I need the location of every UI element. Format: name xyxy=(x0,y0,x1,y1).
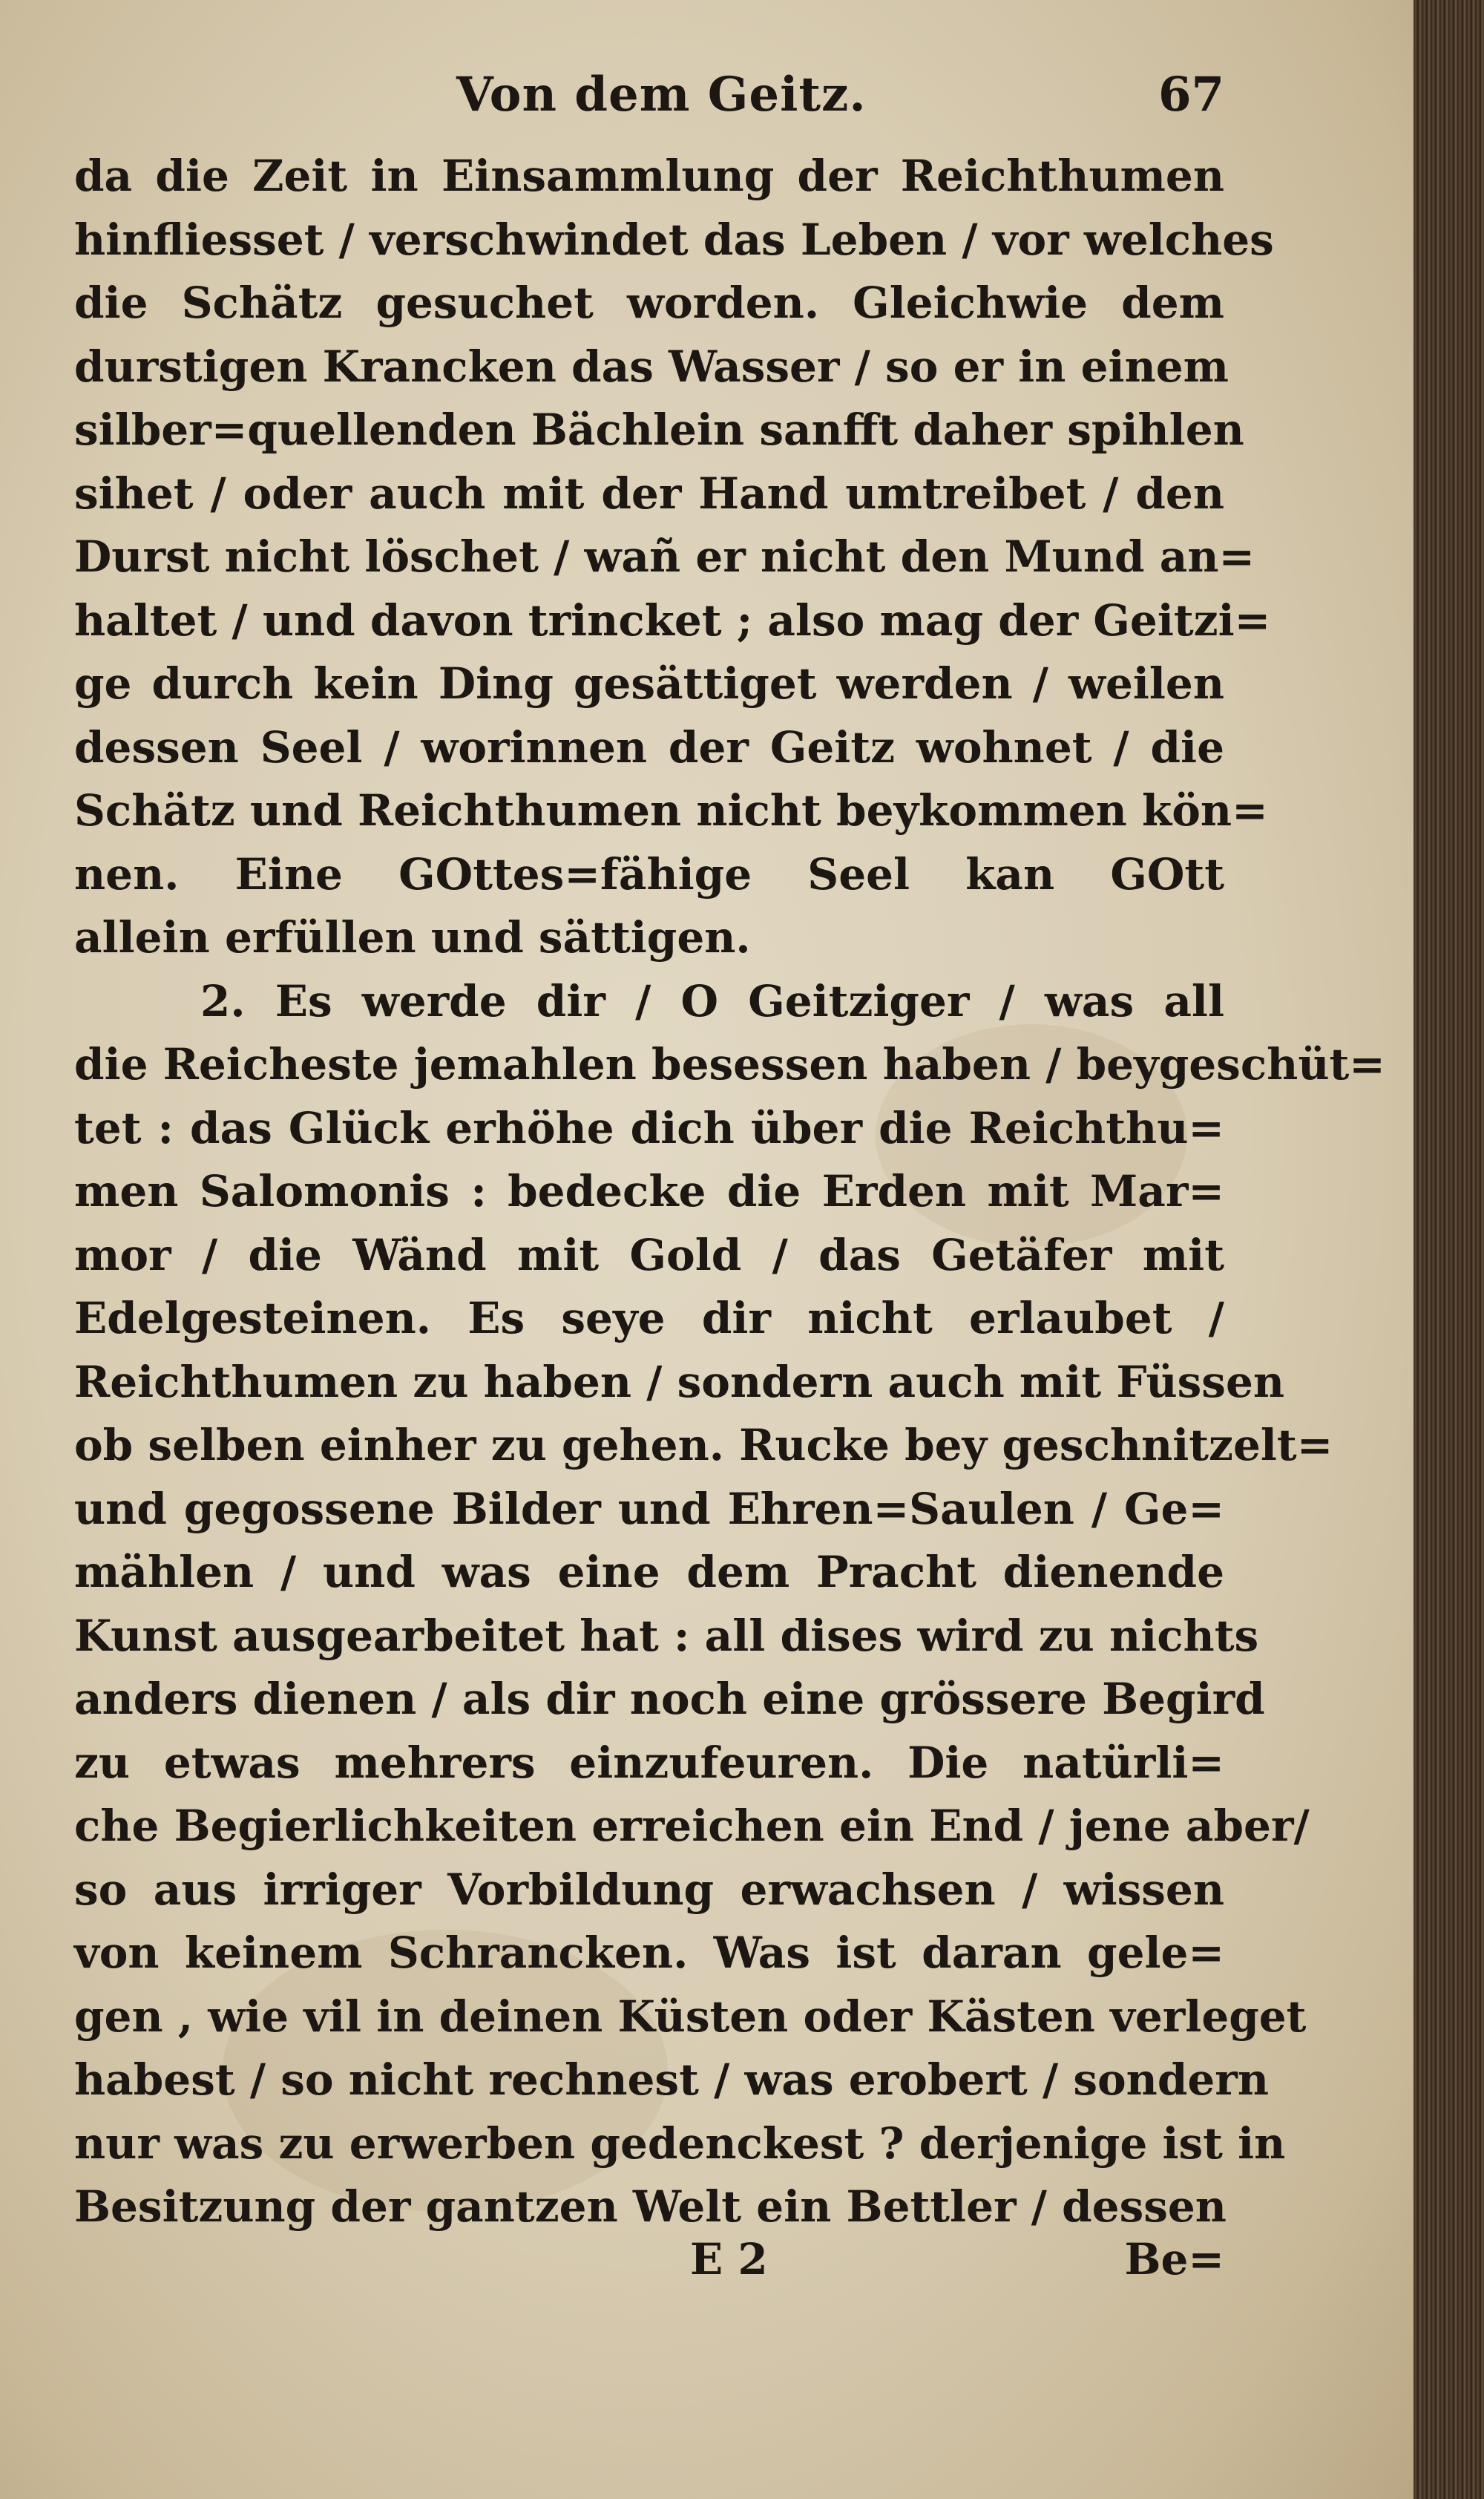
text-line: die Reicheste jemahlen besessen haben / beygeschüt= xyxy=(74,1039,1385,1090)
page-footer xyxy=(74,2234,1224,2297)
text-line: mählen / und was eine dem Pracht dienende xyxy=(74,1547,1224,1597)
page-edges xyxy=(1414,0,1484,2499)
text-line: gen , wie vil in deinen Küsten oder Kästen verleget xyxy=(74,1991,1307,2042)
text-line: mor / die Wänd mit Gold / das Getäfer mit xyxy=(74,1229,1224,1280)
page-number: 67 xyxy=(1158,67,1224,122)
text-line: silber=quellenden Bächlein sanfft daher spihlen xyxy=(74,405,1244,455)
text-line: anders dienen / als dir noch eine grössere Begird xyxy=(74,1674,1265,1724)
page-header xyxy=(74,67,1224,134)
text-line: durstigen Krancken das Wasser / so er in einem xyxy=(74,341,1229,392)
text-line: so aus irriger Vorbildung erwachsen / wissen xyxy=(74,1864,1224,1915)
text-line: che Begierlichkeiten erreichen ein End / jene aber/ xyxy=(74,1801,1310,1851)
text-line: da die Zeit in Einsammlung der Reichthumen xyxy=(74,151,1224,201)
text-line: tet : das Glück erhöhe dich über die Reichthu= xyxy=(74,1102,1224,1153)
text-block xyxy=(74,145,1385,2239)
signature-mark: E 2 xyxy=(690,2234,768,2285)
text-line: Reichthumen zu haben / sondern auch mit Füssen xyxy=(74,1356,1285,1407)
text-line: ge durch kein Ding gesättiget werden / weilen xyxy=(74,658,1224,709)
text-line: Schätz und Reichthumen nicht beykommen kön= xyxy=(74,785,1268,836)
text-line: Edelgesteinen. Es seye dir nicht erlaubet / xyxy=(74,1293,1224,1343)
text-line: dessen Seel / worinnen der Geitz wohnet / die xyxy=(74,721,1224,773)
text-line: haltet / und davon trincket ; also mag der Geitzi= xyxy=(74,595,1271,646)
text-line: 2. Es werde dir / O Geitziger / was all xyxy=(200,975,1224,1026)
running-head: Von dem Geitz. xyxy=(456,67,867,122)
text-line: men Salomonis : bedecke die Erden mit Mar= xyxy=(74,1166,1224,1216)
text-line: sihet / oder auch mit der Hand umtreibet / den xyxy=(74,468,1224,519)
text-line: Durst nicht löschet / wañ er nicht den Mund an= xyxy=(74,531,1255,582)
text-line: hinfliesset / verschwindet das Leben / vor welches xyxy=(74,214,1274,265)
text-line: Kunst ausgearbeitet hat : all dises wird zu nichts xyxy=(74,1610,1259,1661)
text-line: Besitzung der gantzen Welt ein Bettler / dessen xyxy=(74,2181,1227,2232)
text-line: und gegossene Bilder und Ehren=Saulen / Ge= xyxy=(74,1483,1224,1534)
text-line: die Schätz gesuchet worden. Gleichwie dem xyxy=(74,278,1224,328)
text-line: zu etwas mehrers einzufeuren. Die natürli= xyxy=(74,1737,1224,1788)
text-line: nur was zu erwerben gedenckest ? derjenige ist in xyxy=(74,2118,1286,2169)
text-line: ob selben einher zu gehen. Rucke bey geschnitzelt= xyxy=(74,1420,1333,1470)
text-line: habest / so nicht rechnest / was erobert / sondern xyxy=(74,2054,1270,2105)
catchword: Be= xyxy=(1124,2234,1224,2285)
text-line: allein erfüllen und sättigen. xyxy=(74,912,751,963)
text-line: nen. Eine GOttes=fähige Seel kan GOtt xyxy=(74,848,1224,900)
text-line: von keinem Schrancken. Was ist daran gele= xyxy=(74,1928,1224,1978)
